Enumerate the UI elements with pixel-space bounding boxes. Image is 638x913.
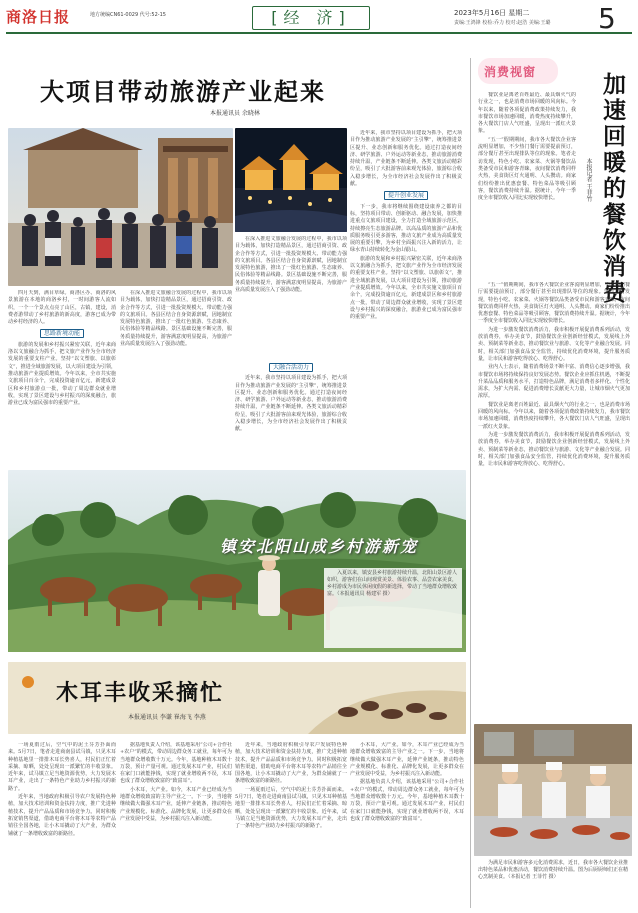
tourist-crowd-photo [8,128,233,286]
sidebar-banner-text: 消费视窗 [484,65,537,79]
issue-date: 2023年5月16日 星期二 [454,9,530,17]
article1-subhead-3: 提升创业发展 [350,192,462,199]
article3-text-col-b [120,742,232,908]
editors-line: 责编:王鸿锋 校检:乔力 校对:赵浩 美编:王璐 [454,20,551,26]
kitchen-chefs-photo [474,724,632,856]
article1-byline: 本报通讯员 余晓林 [210,110,260,117]
sidebar-photo-caption: 为满足市民和游客多元化消费需求，近日，我市各大餐饮企业推出特色菜品和优惠活动，餐饮消费持续升温。图为后厨厨师们正在精心烹制美食。（本报记者 王菲竹 摄） [478,860,629,880]
sidebar-byline: 本报记者 王菲竹 [585,158,592,202]
article1-para: 旅游的发展和乡村振兴紧密关联，近年来商洛以文旅融合为抓手，把文旅产业作为全市经济发展的重要支柱产业。坚持“以文塑旅、以旅彰文”，推进全域旅游发展，以大项目建设为引领，推动旅游产业提质增效。今年以来，全市共实施文旅项目百余个，完成投资逾百亿元，新建成景区和乡村旅游点一批，带动了周边群众就业增收，实现了景区建设与乡村振兴的深度融合，旅游业已成为富民强市的重要产业。 [350,255,462,321]
sidebar-title: 加速回暖的餐饮消费 [599,72,625,306]
sidebar-para: “五一”假期期间，我市各大餐饮企业客流明显增加，不少热门餐厅需要提前预订，部分餐厅甚至出现排队等位的现象。笔者走访发现，特色小吃、农家菜、火锅等餐饮品类备受市民和游客青睐，夜间餐饮消费同样火热，美食街区灯火通明、人头攒动。商家们纷纷推出优惠套餐、特色菜品等吸引顾客，餐饮消费持续升温。据统计，今年一季度全市餐饮收入同比实现较快增长。 [478,282,630,325]
article2-title: 镇安北阳山成乡村游新宠 [220,537,419,556]
article3-para: 近年来，当地政府积极引导农户发展特色种植，加大技术培训和资金扶持力度，推广先进种植技术，提升产品品质和市场竞争力。同时积极拓宽销售渠道，借助电商平台将木耳等农特产品销往全国各地，让小木耳撬动了大产业，为群众铺就了一条增收致富的新路径。 [8,794,116,837]
sidebar-text-col-b [478,282,630,722]
article2-caption: 入夏以来，镇安县乡村旅游持续升温，北阳山景区游人如织，游客们在山间观赏美景、体验农事、品尝农家美食，乡村游成为市民休闲度假的新选择，带动了当地群众增收致富。（本报通讯员 杨建军 摄） [324,568,462,648]
sidebar-banner [478,58,558,84]
page-number: 5 [598,2,616,35]
article1-para: 旅游的发展和乡村振兴紧密关联，近年来商洛以文旅融合为抓手，把文旅产业作为全市经济发展的重要支柱产业。坚持“以文塑旅、以旅彰文”，推进全域旅游发展，以大项目建设为引领，推动旅游产业提质增效。今年以来，全市共实施文旅项目百余个，完成投资逾百亿元，新建成景区和乡村旅游点一批，带动了周边群众就业增收，实现了景区建设与乡村振兴的深度融合，旅游业已成为富民强市的重要产业。 [8,341,116,407]
article1-para: 在深入推进文旅融合发展的过程中，我市以项目为载体，加快打造精品景区，通过招商引资、政企合作等方式，引进一批投资规模大、带动能力强的文旅项目。各县区结合自身资源禀赋，因地制宜发展特色旅游，推出了一批红色旅游、生态康养、民俗体验等精品线路。景区基础设施不断完善，服务质量持续提升，游客满意度明显提高，为旅游产业高质量发展注入了强劲动能。 [235,236,347,294]
masthead [6,4,632,34]
newspaper-logo: 商洛日报 [6,8,71,26]
article1-text-col-b2 [235,360,347,452]
article3-text-col-c [235,742,347,908]
sidebar-para: “五一”假期期间，我市各大餐饮企业客流明显增加，不少热门餐厅需要提前预订，部分餐厅甚至出现排队等位的现象。笔者走访发现，特色小吃、农家菜、火锅等餐饮品类备受市民和游客青睐，夜间餐饮消费同样火热，美食街区灯火通明、人头攒动。商家们纷纷推出优惠套餐、特色菜品等吸引顾客，餐饮消费持续升温。据统计，今年一季度全市餐饮收入同比实现较快增长。 [478,136,576,202]
article3-headline: 木耳丰收采摘忙 [56,681,225,706]
article3-para: 据基地负责人介绍，该基地采用“公司+合作社+农户”的模式，带动周边群众务工就业，每年可为当地群众增收数十万元。今年，基地种植木耳数十万袋，预计产量可观。通过发展木耳产业，村民们在家门口就能挣钱，实现了就业增收两不误，木耳也成了群众增收致富的“致富耳”。 [120,742,232,785]
article1-text-col-a2 [120,290,232,452]
article1-text-col-c [350,130,462,452]
sidebar-para: 为进一步激发餐饮消费活力，我市积极开展促消费系列活动，发放消费券，举办美食节，鼓励餐饮企业创新经营模式，发展线上外卖、预制菜等新业态，推动餐饮业与旅游、文化等产业融合发展。同时，相关部门加强食品安全监管，持续优化消费环境，提升服务质量，让市民和游客吃得放心、吃得舒心。 [478,326,630,362]
sidebar-para: 餐饮业是离老百姓最近、最具烟火气的行业之一，也是消费市场回暖的风向标。今年以来，随着各项促消费政策持续发力，我市餐饮市场加速回暖，消费热度持续攀升，各大餐饮门店人气旺盛，呈现出一派红火景象。 [478,92,576,135]
sidebar-para: 为进一步激发餐饮消费活力，我市积极开展促消费系列活动，发放消费券，举办美食节，鼓励餐饮企业创新经营模式，发展线上外卖、预制菜等新业态，推动餐饮业与旅游、文化等产业融合发展。同时，相关部门加强食品安全监管，持续优化消费环境，提升服务质量，让市民和游客吃得放心、吃得舒心。 [478,431,630,468]
article3-para: 一场夏雨过后，空气中的泥土芬芳扑面而来。5月7日，笔者走进商南县试马镇，只见木耳种植基地里一排排木耳长势喜人，村民们正忙着采摘、晾晒，处处呈现出一派繁忙的丰收景象。近年来，试马镇立足当地资源优势，大力发展木耳产业，走出了一条特色产业助力乡村振兴的新路子。 [235,786,347,830]
sidebar-text-col-a [478,92,576,278]
sidebar-para: 业内人士表示，随着消费场景不断丰富、消费信心逐步增强，我市餐饮市场将持续保持良好发展态势。餐饮企业应抓住机遇，不断提升菜品品质和服务水平，打造特色品牌，满足消费者多样化、个性化需求，为扩大内需、促进消费增长贡献更大力量，让城市烟火气更加浓厚。 [478,364,630,400]
article1-para: 在深入推进文旅融合发展的过程中，我市以项目为载体，加快打造精品景区，通过招商引资、政企合作等方式，引进一批投资规模大、带动能力强的文旅项目。各县区结合自身资源禀赋，因地制宜发展特色旅游，推出了一批红色旅游、生态康养、民俗体验等精品线路。景区基础设施不断完善，服务质量持续提升，游客满意度明显提高，为旅游产业高质量发展注入了强劲动能。 [120,290,232,348]
article3-text-col-d [350,742,464,908]
article1-para: 近年来，我市坚持以项目建设为抓手，把大项目作为推动旅游产业发展的“主引擎”，统筹推进景区提升、业态创新和服务优化。通过打造夜间经济、研学旅游、户外运动等新业态，推动旅游消费持续升温，产业链条不断延伸。各类文旅活动精彩纷呈，吸引了大批游客前来观光体验，旅游综合收入稳步增长，为全市经济社会发展作出了积极贡献。 [235,375,347,433]
article1-headline: 大项目带动旅游产业起来 [40,78,326,106]
article1-para: 下一步，我市将继续围绕建设康养之都的目标，坚持项目带动、创新驱动、融合发展，加快推进重点文旅项目建设，全力打造全域旅游示范区，持续擦亮生态旅游品牌。以高品质的旅游产品和优质服务吸引更多游客，推动文旅产业成为高质量发展的重要引擎，为乡村全面振兴注入新的活力，让绿水青山持续转化为金山银山。 [350,203,462,254]
sidebar-divider [470,58,471,908]
article3-para: 小木耳，大产业。如今，木耳产业已经成为当地群众增收致富的主导产业之一。下一步，当地将继续做大做强木耳产业，延伸产业链条，推动特色产业规模化、标准化、品牌化发展，让更多群众在产业发展中受益，为乡村振兴注入新动能。 [350,742,464,778]
article3-byline: 本报通讯员 李谦 崔海飞 李燕 [128,714,206,721]
article1-para: 近年来，我市坚持以项目建设为抓手，把大项目作为推动旅游产业发展的“主引擎”，统筹推进景区提升、业态创新和服务优化。通过打造夜间经济、研学旅游、户外运动等新业态，推动旅游消费持续升温，产业链条不断延伸。各类文旅活动精彩纷呈，吸引了大批游客前来观光体验，旅游综合收入稳步增长，为全市经济社会发展作出了积极贡献。 [350,130,462,188]
article1-text-col-b [235,236,347,356]
article1-text-col-a [8,290,116,452]
article1-subhead-2: 大融合活动力 [235,364,347,371]
article3-para: 据基地负责人介绍，该基地采用“公司+合作社+农户”的模式，带动周边群众务工就业，每年可为当地群众增收数十万元。今年，基地种植木耳数十万袋，预计产量可观。通过发展木耳产业，村民们在家门口就能挣钱，实现了就业增收两不误，木耳也成了群众增收致富的“致富耳”。 [350,779,464,822]
article3-para: 一场夏雨过后，空气中的泥土芬芳扑面而来。5月7日，笔者走进商南县试马镇，只见木耳种植基地里一排排木耳长势喜人，村民们正忙着采摘、晾晒，处处呈现出一派繁忙的丰收景象。近年来，试马镇立足当地资源优势，大力发展木耳产业，走出了一条特色产业助力乡村振兴的新路子。 [8,742,116,792]
article1-subhead-1: 思路新境动能 [8,330,116,337]
article3-para: 近年来，当地政府积极引导农户发展特色种植，加大技术培训和资金扶持力度，推广先进种植技术，提升产品品质和市场竞争力。同时积极拓宽销售渠道，借助电商平台将木耳等农特产品销往全国各地，让小木耳撬动了大产业，为群众铺就了一条增收致富的新路径。 [235,742,347,785]
publication-info: 地方统编CN61-0029 代号:52-15 [90,12,166,18]
article1-intro-para: 四月天到，满目草绿。商洛区办、商洛的风景旅游在本地的商洛乡村，一时间游客人流如织，一个一个景点点亮了山区，古镇，建设，消费者游带动了乡村旅游的新高度，游客已成为带动乡村经济的人。 [8,290,116,326]
section-label: [经 济] [252,6,370,30]
article3-para: 小木耳，大产业。如今，木耳产业已经成为当地群众增收致富的主导产业之一。下一步，当地将继续做大做强木耳产业，延伸产业链条，推动特色产业规模化、标准化、品牌化发展，让更多群众在产业发展中受益，为乡村振兴注入新动能。 [120,786,232,822]
fungus-banner [8,662,466,734]
sidebar-para: 餐饮业是离老百姓最近、最具烟火气的行业之一，也是消费市场回暖的风向标。今年以来，随着各项促消费政策持续发力，我市餐饮市场加速回暖，消费热度持续攀升，各大餐饮门店人气旺盛，呈现出一派红火景象。 [478,401,630,430]
article3-text-col-a [8,742,116,908]
night-scene-photo [235,128,347,232]
